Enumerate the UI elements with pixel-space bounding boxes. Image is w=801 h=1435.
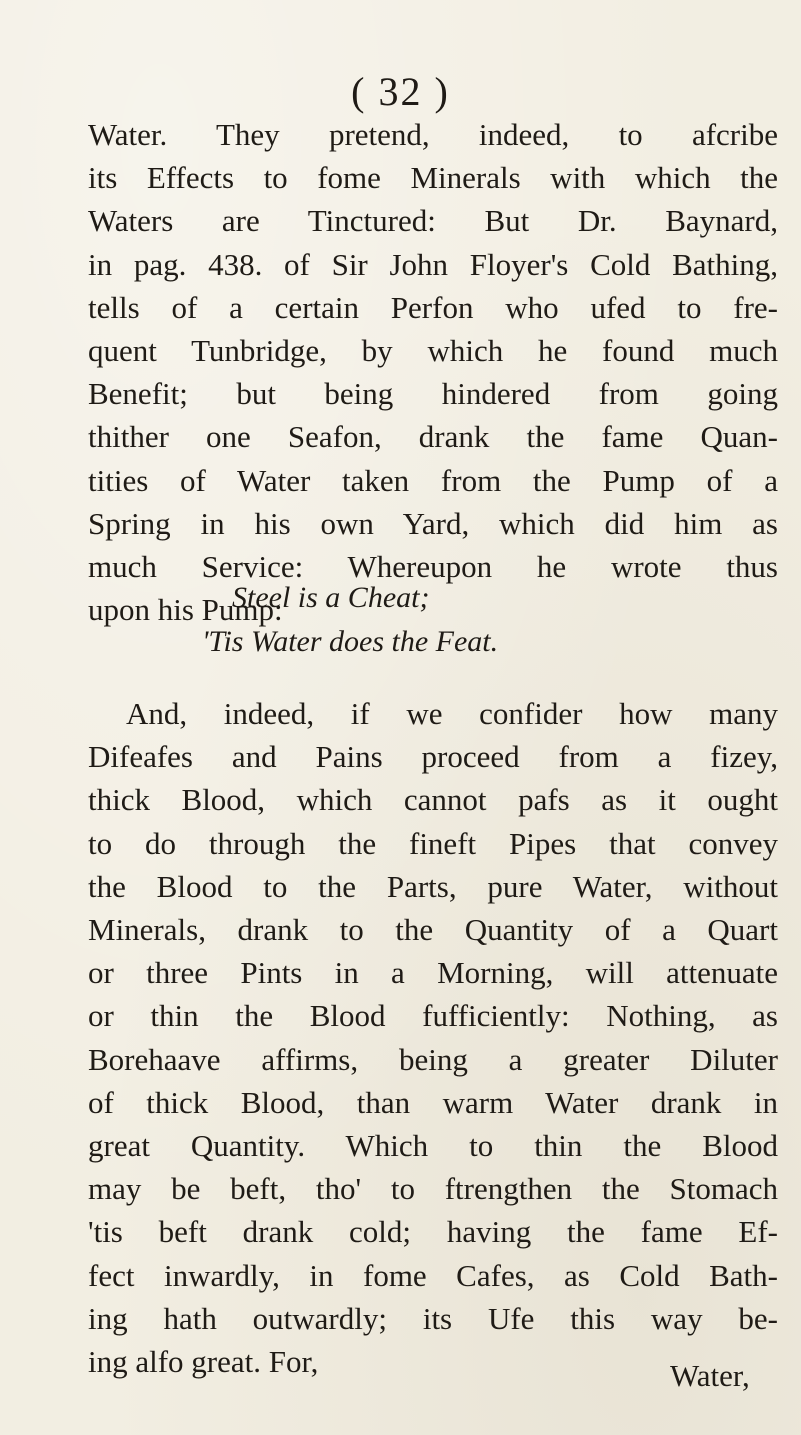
text-line: ing alfo great. For, — [88, 1344, 319, 1380]
paragraph-1 — [88, 113, 778, 631]
text-line: the Blood to the Parts, pure Water, without — [88, 868, 778, 904]
text-line: may be beft, tho' to ftrengthen the Stomach — [88, 1171, 778, 1207]
text-line: great Quantity. Which to thin the Blood — [88, 1128, 778, 1164]
text-line: quent Tunbridge, by which he found much — [88, 333, 778, 369]
text-line: Borehaave affirms, being a greater Diluter — [88, 1041, 778, 1077]
text-line: thither one Seafon, drank the fame Quan- — [88, 419, 778, 455]
text-line: in pag. 438. of Sir John Floyer's Cold Bathing, — [88, 246, 778, 282]
text-line: or thin the Blood fufficiently: Nothing, as — [88, 998, 778, 1034]
text-line: 'tis beft drank cold; having the fame Ef- — [88, 1214, 778, 1250]
text-line: fect inwardly, in fome Cafes, as Cold Bath- — [88, 1257, 778, 1293]
catchword: Water, — [670, 1358, 750, 1393]
verse-line: Steel is a Cheat; — [232, 581, 430, 614]
text-line: thick Blood, which cannot pafs as it ought — [88, 782, 778, 818]
text-line: Spring in his own Yard, which did him as — [88, 505, 778, 541]
text-line: Minerals, drank to the Quantity of a Quart — [88, 912, 778, 948]
text-line: And, indeed, if we confider how many — [126, 696, 778, 731]
verse — [232, 576, 429, 620]
text-line: ing hath outwardly; its Ufe this way be- — [88, 1300, 778, 1336]
text-line: or three Pints in a Morning, will attenuate — [88, 955, 778, 991]
text-line: of thick Blood, than warm Water drank in — [88, 1084, 778, 1120]
text-line: tells of a certain Perfon who ufed to fre- — [88, 289, 778, 325]
text-line: tities of Water taken from the Pump of a — [88, 462, 778, 498]
text-line: much Service: Whereupon he wrote thus — [88, 549, 778, 585]
text-line: Water. They pretend, indeed, to afcribe — [88, 117, 778, 152]
verse-line: 'Tis Water does the Feat. — [202, 625, 499, 658]
text-line: to do through the fineft Pipes that convey — [88, 825, 778, 861]
text-line: its Effects to fome Minerals with which the — [88, 160, 778, 196]
text-line: Difeafes and Pains proceed from a fizey, — [88, 739, 778, 775]
page-number: ( 32 ) — [351, 69, 450, 114]
text-line: upon his Pump: — [88, 592, 283, 628]
paragraph-2 — [88, 692, 778, 1383]
text-line: Waters are Tinctured: But Dr. Baynard, — [88, 203, 778, 239]
text-line: Benefit; but being hindered from going — [88, 376, 778, 412]
verse — [202, 620, 498, 664]
